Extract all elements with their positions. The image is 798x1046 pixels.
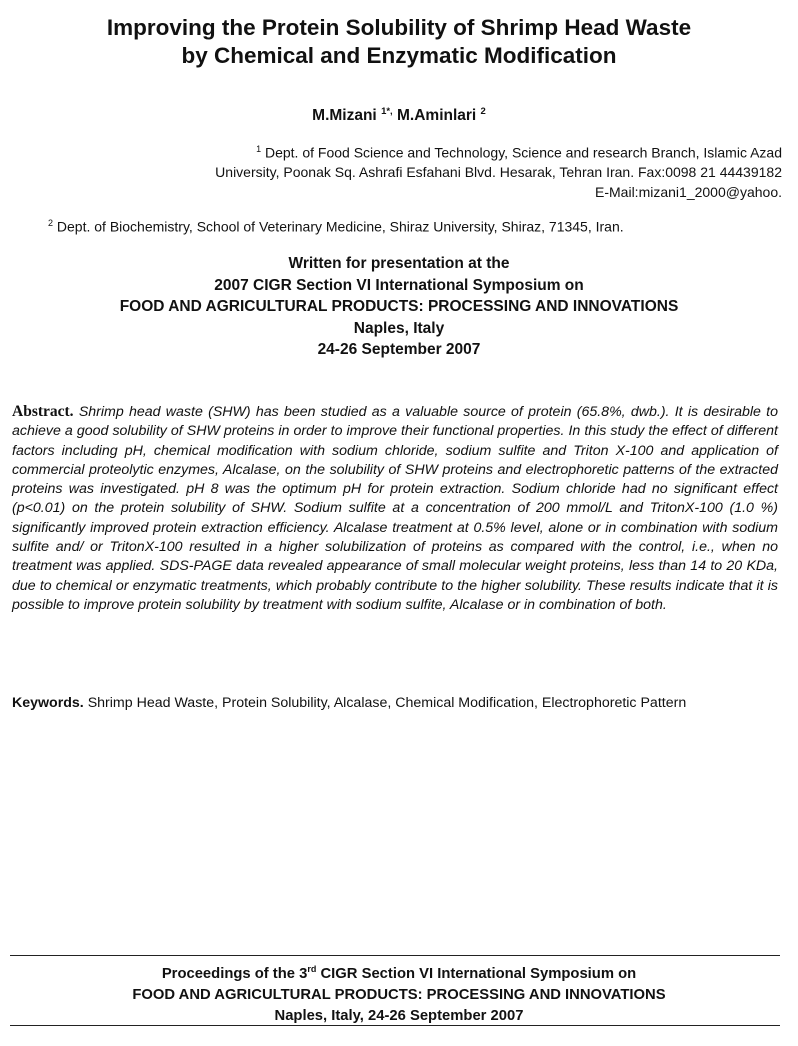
presentation-line-2: 2007 CIGR Section VI International Symposium on xyxy=(214,276,584,294)
affiliation-1-marker: 1 xyxy=(256,144,262,154)
presentation-notice xyxy=(0,253,798,361)
abstract-text: Shrimp head waste (SHW) has been studied as a valuable source of protein (65.8%, dwb.). It is desirable to achieve a good solubility of SHW proteins in order to improve their functional properties. In this study the effect of different factors including pH, chemical modification with sodium chloride, sodium sulfite and Triton X-100 and application of commercial proteolytic enzymes, Alcalase, on the solubility of SHW proteins and electrophoretic patterns of the extracted proteins was investigated. pH 8 was the optimum pH for protein extraction. Sodium chloride had no significant effect (p<0.01) on the protein solubility of SHW. Sodium sulfite at a concentration of 200 mmol/L and TritonX-100 (1.0 %) significantly improved protein extraction efficiency. Alcalase treatment at 0.5% level, alone or in combination with sodium sulfite and/ or TritonX-100 resulted in a higher solubilization of proteins as compared with the control, i.e., when no treatment was applied. SDS-PAGE data revealed appearance of small molecular weight proteins, less than 14 to 20 KDa, due to chemical or enzymatic treatments, which probably contribute to the higher solubility. These results indicate that it is possible to improve protein solubility by treatment with sodium sulfite, Alcalase or in combination of both. xyxy=(12,404,778,613)
author-2-name: M.Aminlari xyxy=(397,107,477,125)
footer-line-3: Naples, Italy, 24-26 September 2007 xyxy=(274,1007,524,1024)
affiliation-2-text: Dept. of Biochemistry, School of Veterinary Medicine, Shiraz University, Shiraz, 71345, Iran. xyxy=(56,218,624,235)
affiliation-2 xyxy=(48,214,788,237)
affiliation-1-email: E-Mail:mizani1_2000@yahoo. xyxy=(595,183,782,200)
title-line-1: Improving the Protein Solubility of Shrimp Head Waste xyxy=(106,15,692,40)
keywords-label: Keywords. xyxy=(12,695,84,711)
affiliation-2-marker: 2 xyxy=(48,218,54,228)
author-2-marker: 2 xyxy=(480,106,486,117)
keywords-text: Shrimp Head Waste, Protein Solubility, Alcalase, Chemical Modification, Electrophoretic Pattern xyxy=(87,695,687,711)
paper-title xyxy=(0,14,798,70)
footer-bottom-rule xyxy=(10,1025,780,1026)
affiliation-1-line-1: Dept. of Food Science and Technology, Science and research Branch, Islamic Azad xyxy=(264,144,782,161)
presentation-line-3: FOOD AND AGRICULTURAL PRODUCTS: PROCESSING AND INNOVATIONS xyxy=(119,298,679,315)
presentation-line-4: Naples, Italy xyxy=(353,319,445,337)
proceedings-footer xyxy=(0,959,798,1027)
author-list xyxy=(0,106,798,125)
abstract xyxy=(12,402,778,615)
footer-ordinal: rd xyxy=(307,964,317,974)
footer-line-1-end: CIGR Section VI International Symposium on xyxy=(316,965,637,982)
author-1-name: M.Mizani xyxy=(312,107,377,125)
footer-line-1-start: Proceedings of the 3 xyxy=(161,965,308,982)
presentation-line-5: 24-26 September 2007 xyxy=(317,341,481,358)
presentation-line-1: Written for presentation at the xyxy=(288,255,510,272)
author-1-marker: 1*, xyxy=(381,106,393,117)
keywords xyxy=(12,694,778,713)
title-line-2: by Chemical and Enzymatic Modification xyxy=(181,43,617,68)
footer-line-2: FOOD AND AGRICULTURAL PRODUCTS: PROCESSING AND INNOVATIONS xyxy=(132,986,666,1003)
abstract-label: Abstract. xyxy=(12,403,74,420)
footer-top-rule xyxy=(10,955,780,956)
affiliation-1 xyxy=(80,140,782,202)
affiliation-1-line-2: University, Poonak Sq. Ashrafi Esfahani Blvd. Hesarak, Tehran Iran. Fax:0098 21 44439182 xyxy=(215,164,782,181)
